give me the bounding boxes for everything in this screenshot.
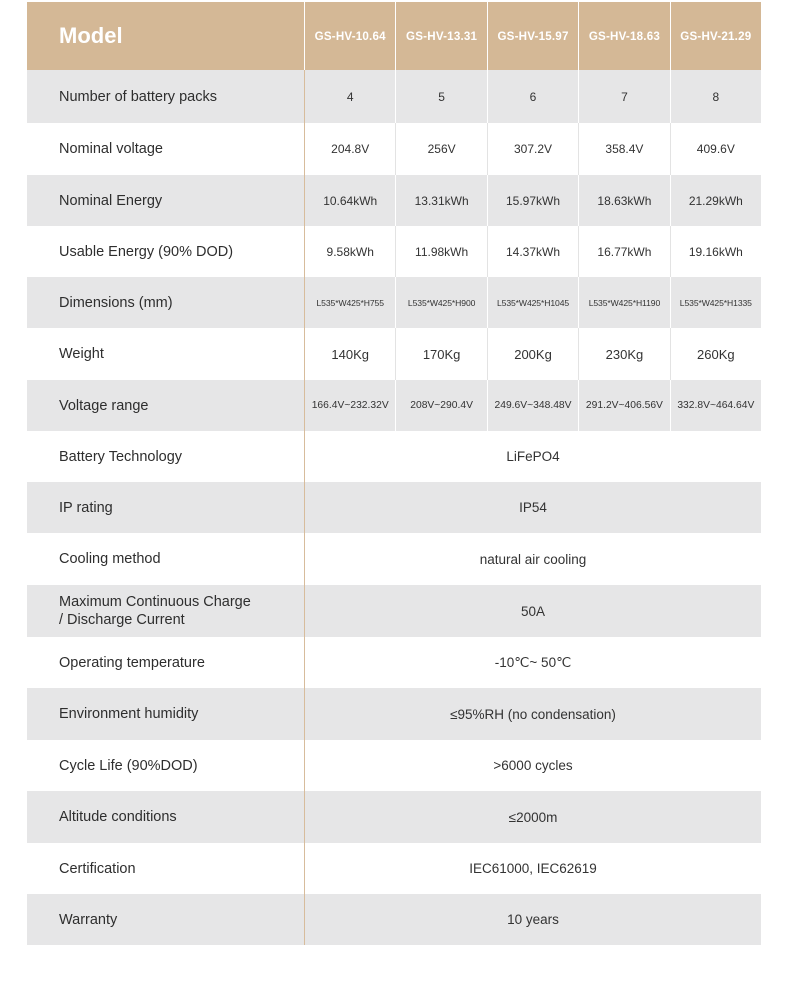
table-row-usable-energy [27, 226, 761, 277]
table-cell: 16.77kWh [578, 226, 669, 277]
row-label: Altitude conditions [59, 809, 177, 825]
table-cell: 8 [670, 70, 761, 123]
table-header-row [27, 2, 761, 70]
table-cell: ≤95%RH (no condensation) [450, 706, 616, 722]
table-cell: 260Kg [670, 328, 761, 380]
model-header: GS-HV-15.97 [487, 2, 578, 70]
table-row-dimensions [27, 277, 761, 328]
table-cell: 204.8V [331, 142, 370, 156]
table-cell: 230Kg [578, 328, 669, 380]
row-values [304, 380, 761, 431]
table-cell: 19.16kWh [670, 226, 761, 277]
row-values [304, 277, 761, 328]
spec-table [27, 2, 761, 945]
row-label: Certification [59, 860, 136, 877]
table-cell: 140Kg [331, 346, 369, 362]
table-row-weight [27, 328, 761, 380]
table-row-cycle-life [27, 740, 761, 791]
row-values [304, 843, 761, 894]
row-values [304, 637, 761, 688]
table-row-battery-packs [27, 70, 761, 123]
table-row-altitude [27, 791, 761, 843]
row-label: Nominal voltage [59, 141, 163, 157]
model-header: GS-HV-18.63 [578, 2, 669, 70]
table-cell: LiFePO4 [506, 449, 560, 464]
row-values [304, 688, 761, 740]
row-label: Usable Energy (90% DOD) [59, 243, 234, 260]
row-values [304, 533, 761, 585]
row-label: Warranty [59, 911, 118, 928]
table-cell: IEC61000, IEC62619 [469, 861, 597, 876]
table-cell: 409.6V [670, 123, 761, 175]
table-cell: 5 [395, 70, 486, 123]
row-label: Number of battery packs [59, 88, 217, 105]
table-cell: 18.63kWh [578, 175, 669, 226]
row-label: Dimensions (mm) [59, 294, 173, 311]
row-values [304, 70, 761, 123]
table-cell: 307.2V [487, 123, 578, 175]
table-cell: 256V [395, 123, 486, 175]
table-cell: natural air cooling [479, 551, 587, 567]
table-cell: 50A [520, 603, 546, 619]
table-cell: 10.64kWh [323, 193, 378, 208]
table-cell: 6 [487, 70, 578, 123]
row-label: IP rating [59, 499, 113, 516]
table-cell: 166.4V~232.32V [311, 400, 389, 411]
row-values [304, 482, 761, 533]
row-label: Cooling method [59, 551, 161, 567]
model-header: GS-HV-21.29 [670, 2, 761, 70]
table-cell: 200Kg [487, 328, 578, 380]
row-label: Cycle Life (90%DOD) [59, 757, 198, 774]
table-cell: 208V~290.4V [395, 380, 486, 431]
table-row-warranty [27, 894, 761, 945]
table-cell: L535*W425*H1190 [578, 277, 669, 328]
table-cell: L535*W425*H900 [395, 277, 486, 328]
row-values [304, 431, 761, 482]
model-headers [304, 2, 761, 70]
header-label: Model [59, 23, 123, 48]
row-label: Operating temperature [59, 654, 205, 671]
row-values [304, 894, 761, 945]
table-row-max-current [27, 585, 761, 637]
row-label-line-2: / Discharge Current [59, 612, 185, 628]
table-cell: 358.4V [578, 123, 669, 175]
row-label [27, 585, 304, 637]
table-cell: -10℃~ 50℃ [494, 654, 572, 670]
row-label: Environment humidity [59, 706, 199, 722]
table-row-cooling-method [27, 533, 761, 585]
table-row-ip-rating [27, 482, 761, 533]
table-cell: L535*W425*H1045 [487, 277, 578, 328]
table-cell: 332.8V~464.64V [670, 380, 761, 431]
row-values [304, 585, 761, 637]
table-cell: 15.97kWh [487, 175, 578, 226]
table-cell: L535*W425*H1335 [670, 277, 761, 328]
model-header: GS-HV-13.31 [395, 2, 486, 70]
table-cell: 11.98kWh [395, 226, 486, 277]
table-cell: >6000 cycles [493, 758, 573, 773]
table-cell: 21.29kWh [670, 175, 761, 226]
row-values [304, 175, 761, 226]
table-cell: 9.58kWh [326, 244, 374, 259]
table-cell: 14.37kWh [487, 226, 578, 277]
row-label: Voltage range [59, 397, 149, 414]
row-label-line-1: Maximum Continuous Charge [59, 594, 251, 610]
table-cell: 4 [346, 89, 354, 104]
table-cell: ≤2000m [508, 809, 558, 825]
table-row-certification [27, 843, 761, 894]
table-cell: 249.6V~348.48V [487, 380, 578, 431]
row-label: Battery Technology [59, 448, 183, 465]
table-row-nominal-voltage [27, 123, 761, 175]
row-values [304, 791, 761, 843]
table-cell: 291.2V~406.56V [578, 380, 669, 431]
row-label: Nominal Energy [59, 192, 163, 209]
row-values [304, 123, 761, 175]
table-cell: 170Kg [395, 328, 486, 380]
table-row-battery-technology [27, 431, 761, 482]
table-cell: IP54 [519, 500, 547, 515]
row-values [304, 226, 761, 277]
row-values [304, 328, 761, 380]
table-cell: 13.31kWh [395, 175, 486, 226]
row-label: Weight [59, 346, 104, 362]
table-row-voltage-range [27, 380, 761, 431]
table-row-nominal-energy [27, 175, 761, 226]
table-row-operating-temperature [27, 637, 761, 688]
row-values [304, 740, 761, 791]
table-row-environment-humidity [27, 688, 761, 740]
model-header: GS-HV-10.64 [314, 29, 386, 43]
table-cell: 10 years [507, 912, 559, 927]
table-cell: 7 [578, 70, 669, 123]
table-cell: L535*W425*H755 [316, 297, 384, 308]
